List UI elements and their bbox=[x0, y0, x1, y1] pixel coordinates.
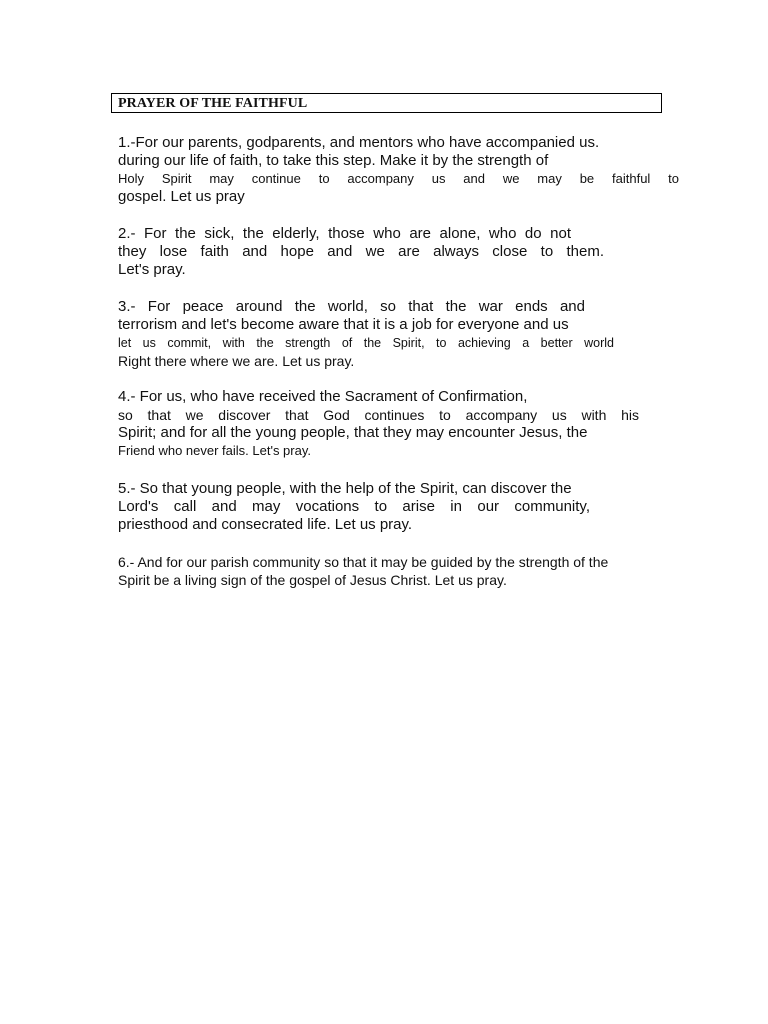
petition-line: 6.- And for our parish community so that it may be guided by the strength of the bbox=[118, 554, 609, 570]
petition-line: 5.- So that young people, with the help of the Spirit, can discover the bbox=[118, 480, 572, 497]
petition-line: 4.- For us, who have received the Sacrament of Confirmation, bbox=[118, 388, 528, 405]
petition-line: gospel. Let us pray bbox=[118, 188, 245, 205]
petition-line: so that we discover that God continues to accompany us with his bbox=[118, 407, 639, 423]
petition-line: priesthood and consecrated life. Let us pray. bbox=[118, 516, 413, 533]
petition-line: Let's pray. bbox=[118, 261, 186, 278]
petition-line: Friend who never fails. Let's pray. bbox=[118, 443, 311, 458]
petition-line: Holy Spirit may continue to accompany us and we may be faithful to bbox=[118, 171, 679, 186]
petition-line: 3.- For peace around the world, so that the war ends and bbox=[118, 298, 585, 315]
petition-3 bbox=[118, 298, 680, 370]
petition-line: during our life of faith, to take this step. Make it by the strength of bbox=[118, 152, 549, 169]
document-title: PRAYER OF THE FAITHFUL bbox=[111, 93, 662, 113]
petition-line: let us commit, with the strength of the Spirit, to achieving a better world bbox=[118, 336, 614, 350]
petition-4 bbox=[118, 388, 680, 460]
petition-line: terrorism and let's become aware that it is a job for everyone and us bbox=[118, 316, 569, 333]
petition-line: Right there where we are. Let us pray. bbox=[118, 353, 355, 369]
petition-5 bbox=[118, 480, 680, 534]
petition-1 bbox=[118, 134, 680, 206]
petition-6 bbox=[118, 553, 680, 589]
petition-line: Lord's call and may vocations to arise in our community, bbox=[118, 498, 590, 515]
petition-line: they lose faith and hope and we are always close to them. bbox=[118, 243, 604, 260]
petition-line: Spirit; and for all the young people, that they may encounter Jesus, the bbox=[118, 424, 588, 441]
petition-line: 2.- For the sick, the elderly, those who are alone, who do not bbox=[118, 225, 571, 242]
petition-2 bbox=[118, 225, 680, 279]
petition-line: 1.-For our parents, godparents, and mentors who have accompanied us. bbox=[118, 134, 600, 151]
petition-line: Spirit be a living sign of the gospel of Jesus Christ. Let us pray. bbox=[118, 572, 507, 588]
